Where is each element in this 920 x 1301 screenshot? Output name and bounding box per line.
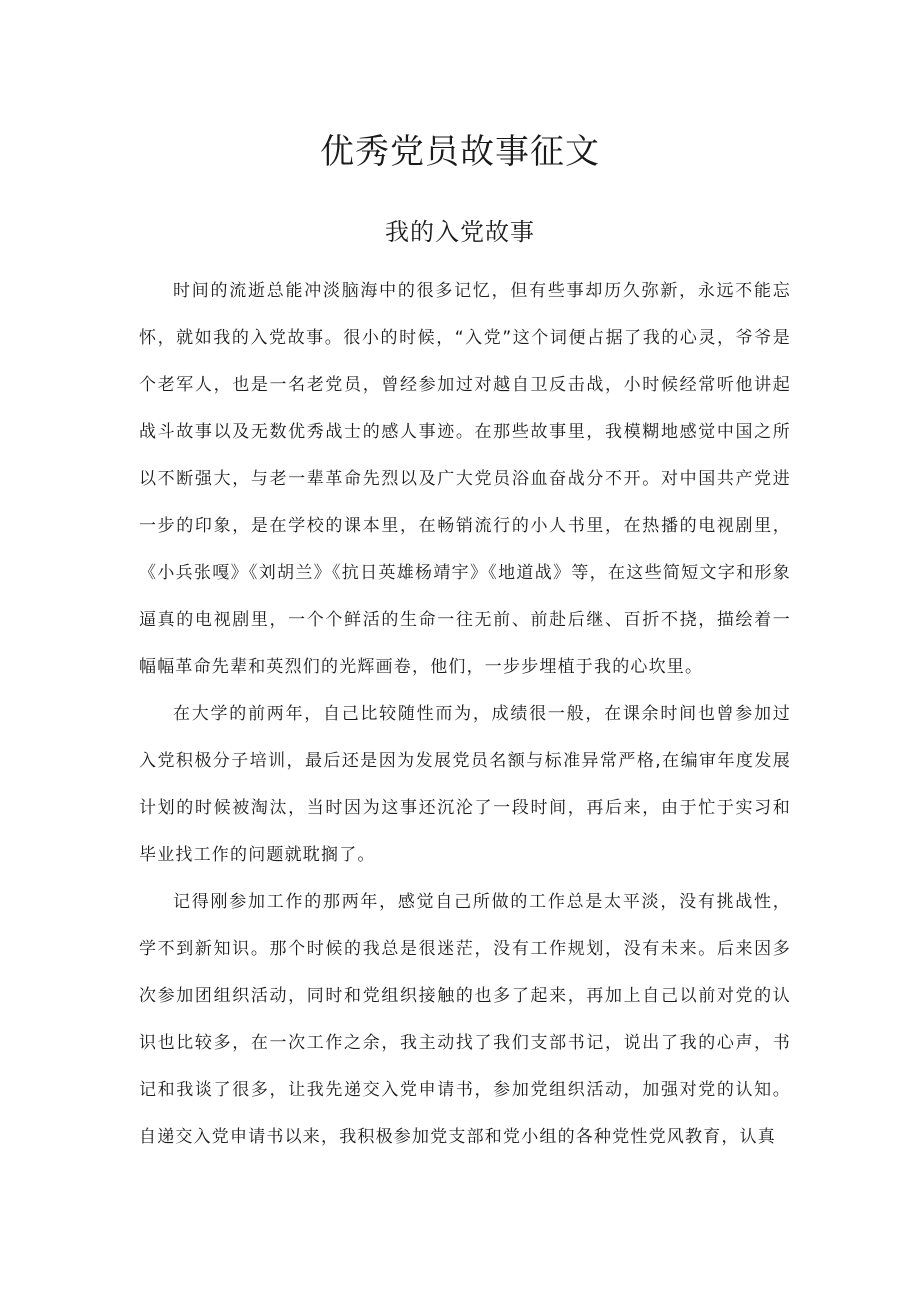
- paragraph-3: 记得刚参加工作的那两年，感觉自己所做的工作总是太平淡，没有挑战性，学不到新知识。那个时候的我总是很迷茫，没有工作规划，没有未来。后来因多次参加团组织活动，同时和党组织接触的也多了起来，再加上自己以前对党的认识也比较多，在一次工作之余，我主动找了我们支部书记，说出了我的心声，书记和我谈了很多，让我先递交入党申请书，参加党组织活动，加强对党的认知。自递交入党申请书以来，我积极参加党支部和党小组的各种党性党风教育，认真: [139, 892, 791, 1147]
- document-title: 优秀党员故事征文: [320, 132, 600, 172]
- paragraph-2: 在大学的前两年，自己比较随性而为，成绩很一般，在课余时间也曾参加过入党积极分子培训，最后还是因为发展党员名额与标准异常严格,在编审年度发展计划的时候被淘汰，当时因为这事还沉沦了一段时间，再后来，由于忙于实习和毕业找工作的问题就耽搁了。: [139, 704, 791, 865]
- document-subtitle: 我的入党故事: [385, 218, 535, 246]
- document-body: [139, 268, 791, 1161]
- paragraph-1: 时间的流逝总能冲淡脑海中的很多记忆，但有些事却历久弥新，永远不能忘怀，就如我的入党故事。很小的时候，“入党”这个词便占据了我的心灵，爷爷是个老军人，也是一名老党员，曾经参加过对越自卫反击战，小时候经常听他讲起战斗故事以及无数优秀战士的感人事迹。在那些故事里，我模糊地感觉中国之所以不断强大，与老一辈革命先烈以及广大党员浴血奋战分不开。对中国共产党进一步的印象，是在学校的课本里，在畅销流行的小人书里，在热播的电视剧里，《小兵张嘎》《刘胡兰》《抗日英雄杨靖宇》《地道战》等，在这些简短文字和形象逼真的电视剧里，一个个鲜活的生命一往无前、前赴后继、百折不挠，描绘着一幅幅革命先辈和英烈们的光辉画卷，他们，一步步埋植于我的心坎里。: [139, 281, 791, 677]
